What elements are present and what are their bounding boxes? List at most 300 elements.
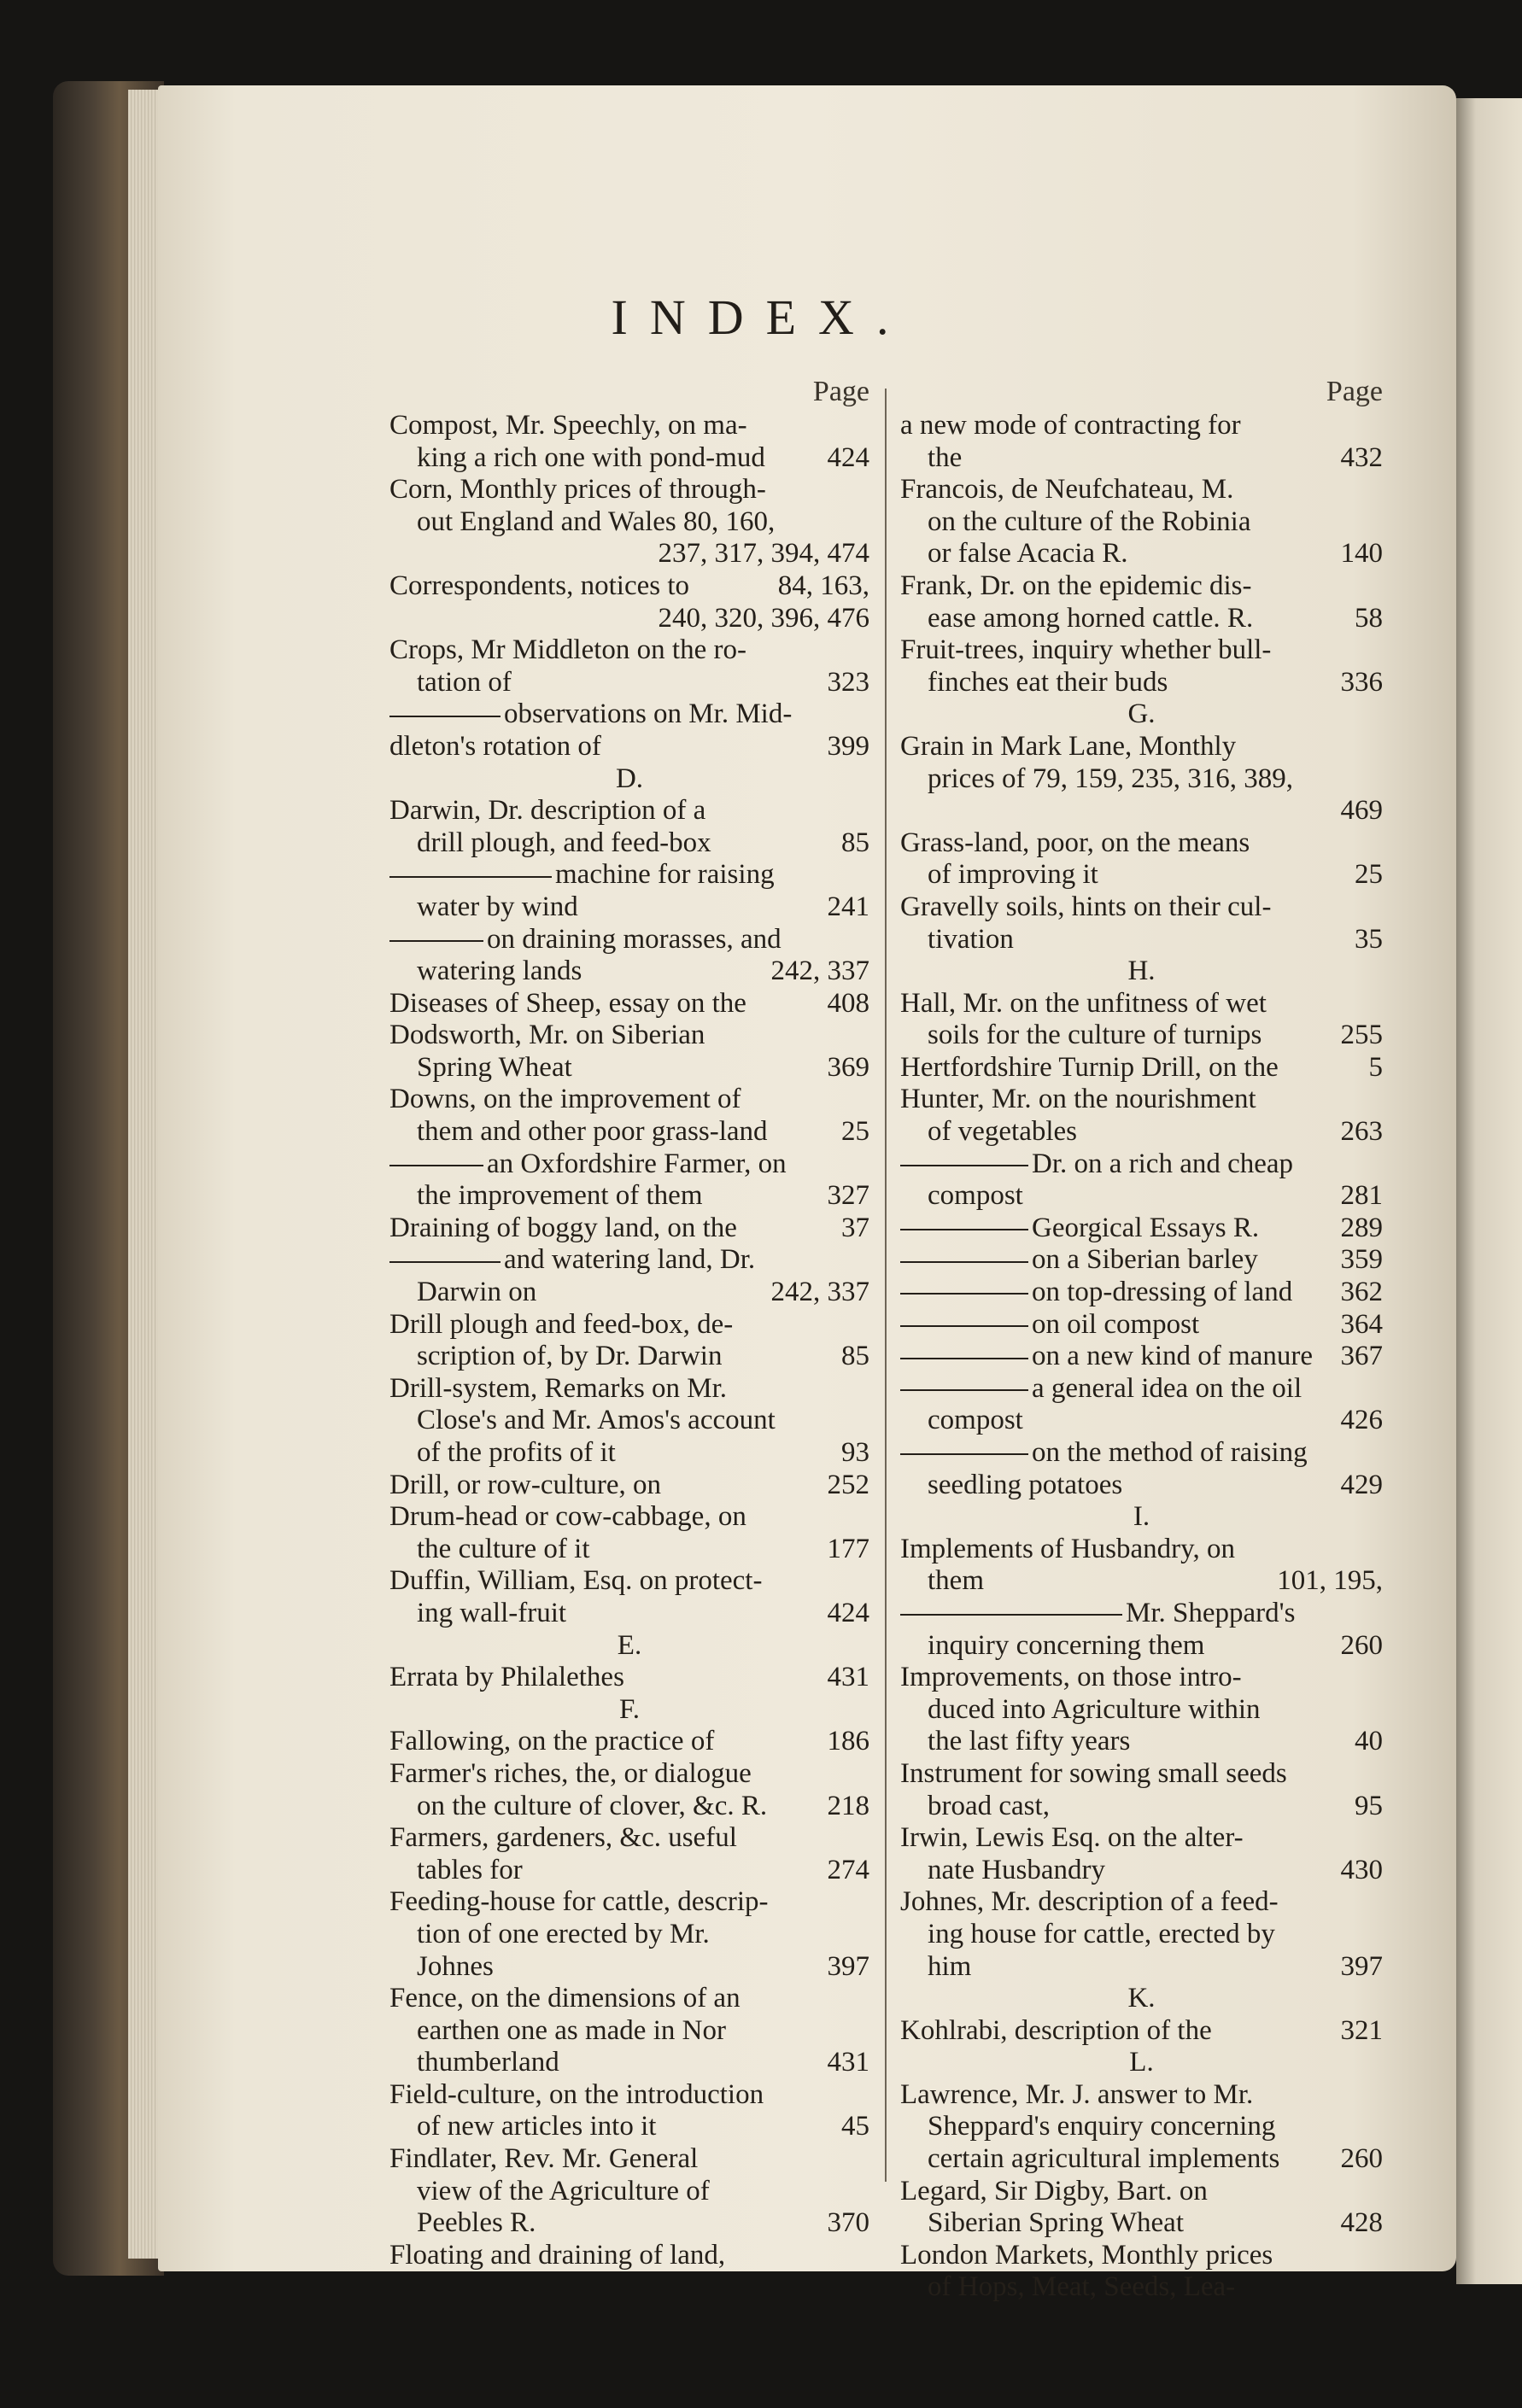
index-line <box>900 924 1383 956</box>
index-line <box>900 2079 1383 2112</box>
entry-label: F. <box>619 1693 640 1725</box>
index-line <box>389 924 869 956</box>
entry-text <box>900 1534 1235 1566</box>
entry-label: Close's and Mr. Amos's account <box>417 1405 776 1436</box>
entry-text <box>417 891 578 924</box>
page-number: 177 <box>827 1533 869 1564</box>
entry-text <box>900 410 1241 442</box>
entry-text <box>900 2240 1273 2272</box>
index-line <box>900 1052 1383 1084</box>
entry-text <box>417 1951 494 1984</box>
page-number: 5 <box>1368 1051 1383 1083</box>
index-line <box>389 1822 869 1855</box>
page-number: 101, 195, <box>1277 1565 1383 1597</box>
entry-text <box>928 1791 1050 1823</box>
entry-label: thumberland <box>417 2047 559 2078</box>
entry-text <box>928 1855 1105 1887</box>
index-line <box>389 570 869 603</box>
index-line <box>900 2240 1383 2272</box>
index-letter-heading <box>900 2047 1383 2079</box>
index-line <box>900 795 1383 827</box>
index-line <box>389 442 869 475</box>
entry-label: Errata by Philalethes <box>389 1662 624 1693</box>
entry-text <box>417 1791 767 1823</box>
page-number: 362 <box>1340 1277 1383 1308</box>
entry-text <box>417 2047 559 2079</box>
entry-text <box>928 538 1128 570</box>
entry-text <box>616 763 643 794</box>
index-letter-heading <box>389 763 869 796</box>
page-number: 85 <box>841 827 869 858</box>
index-line <box>900 1373 1383 1406</box>
entry-label: of improving it <box>928 859 1098 891</box>
entry-text <box>900 1598 1295 1630</box>
entry-label: duced into Agriculture within <box>928 1693 1261 1725</box>
index-line <box>389 827 869 860</box>
entry-text <box>417 1341 722 1373</box>
entry-label: Gravelly soils, hints on their cul- <box>900 891 1272 922</box>
page-number: 323 <box>827 666 869 698</box>
entry-text <box>1127 1983 1155 2013</box>
entry-text <box>389 1501 746 1534</box>
entry-text <box>900 1213 1259 1245</box>
entry-label: Hall, Mr. on the unfitness of wet <box>900 987 1267 1019</box>
entry-text <box>1133 1501 1150 1532</box>
entry-text <box>389 988 746 1020</box>
index-line <box>389 1341 869 1373</box>
index-line <box>389 1437 869 1470</box>
index-line <box>389 1116 869 1148</box>
entry-label: H. <box>1127 956 1156 987</box>
page-number: 93 <box>841 1437 869 1468</box>
index-line <box>389 1534 869 1566</box>
entry-text <box>417 1919 710 1951</box>
entry-label: the <box>928 441 963 473</box>
index-line <box>389 1598 869 1630</box>
page-number: 408 <box>827 987 869 1019</box>
entry-label: water by wind <box>417 891 578 922</box>
page-number: 321 <box>1340 2014 1383 2046</box>
index-line <box>389 1662 869 1694</box>
ditto-dash <box>900 1165 1028 1166</box>
index-line <box>389 474 869 506</box>
index-letter-heading <box>900 956 1383 988</box>
entry-text <box>389 2240 725 2272</box>
entry-text <box>928 2111 1275 2143</box>
entry-text <box>389 698 792 731</box>
entry-label: a new mode of contracting for <box>900 410 1241 441</box>
index-line <box>900 2176 1383 2208</box>
entry-label: Implements of Husbandry, on <box>900 1533 1235 1564</box>
ditto-dash <box>900 1261 1028 1263</box>
page-number: 364 <box>1340 1308 1383 1340</box>
entry-text <box>1127 698 1155 729</box>
index-line <box>900 570 1383 603</box>
index-line <box>389 1244 869 1277</box>
entry-text <box>417 2015 726 2048</box>
entry-label: Duffin, William, Esq. on protect- <box>389 1565 763 1597</box>
right-entries <box>900 410 1383 2304</box>
index-line <box>389 859 869 891</box>
index-line <box>900 1084 1383 1116</box>
index-line <box>900 1919 1383 1951</box>
index-line <box>900 1951 1383 1984</box>
entry-text <box>389 1373 727 1406</box>
index-line <box>389 2176 869 2208</box>
entry-label: Fallowing, on the practice of <box>389 1726 715 1757</box>
entry-label: and watering land, Dr. <box>504 1244 756 1276</box>
entry-text <box>1129 2047 1153 2078</box>
entry-label: dleton's rotation of <box>389 730 601 762</box>
page-number: 218 <box>827 1790 869 1821</box>
page-number: 274 <box>827 1854 869 1885</box>
entry-label: him <box>928 1950 972 1982</box>
index-line <box>389 2111 869 2143</box>
index-line <box>900 1791 1383 1823</box>
index-line <box>389 1084 869 1116</box>
entry-label: Siberian Spring Wheat <box>928 2207 1184 2239</box>
page-number: 424 <box>827 1597 869 1628</box>
entry-label: on draining morasses, and <box>487 923 781 955</box>
entry-text <box>900 1886 1279 1919</box>
entry-text <box>900 1758 1287 1791</box>
page-number: 35 <box>1355 923 1383 955</box>
index-letter-heading <box>900 1983 1383 2015</box>
entry-label: an Oxfordshire Farmer, on <box>487 1148 787 1179</box>
index-line <box>900 2111 1383 2143</box>
entry-label: Fence, on the dimensions of an <box>389 1983 741 2014</box>
entry-label: G. <box>1127 698 1156 730</box>
entry-text <box>928 1565 984 1598</box>
entry-text <box>928 1630 1204 1663</box>
entry-text <box>900 1373 1302 1406</box>
entry-label: Spring Wheat <box>417 1051 572 1083</box>
entry-text <box>389 1244 755 1277</box>
entry-label: Mr. Sheppard's <box>1126 1597 1296 1628</box>
page-number: 241 <box>827 891 869 922</box>
entry-text <box>389 1020 705 1052</box>
index-line <box>900 1180 1383 1213</box>
left-entries <box>389 410 869 2271</box>
index-line <box>389 1886 869 1919</box>
entry-text <box>928 1951 971 1984</box>
page-number: 289 <box>1340 1212 1383 1243</box>
page-number: 428 <box>1340 2207 1383 2239</box>
ditto-dash <box>389 1261 501 1263</box>
entry-label: Dodsworth, Mr. on Siberian <box>389 1020 705 1051</box>
entry-label: Feeding-house for cattle, descrip- <box>389 1886 769 1918</box>
entry-label: Drum-head or cow-cabbage, on <box>389 1501 746 1533</box>
entry-label: scription of, by Dr. Darwin <box>417 1341 723 1372</box>
entry-text <box>900 1148 1293 1181</box>
index-line <box>900 634 1383 667</box>
entry-label: finches eat their buds <box>928 666 1168 698</box>
page-number: 242, 337 <box>770 956 869 987</box>
index-line <box>389 1951 869 1984</box>
entry-text <box>389 1758 752 1791</box>
ditto-dash <box>389 940 483 942</box>
page-number: 429 <box>1340 1469 1383 1500</box>
entry-text <box>900 634 1271 667</box>
index-line <box>900 1341 1383 1373</box>
page-number: 426 <box>1340 1405 1383 1436</box>
entry-text <box>900 988 1267 1020</box>
index-line <box>389 634 869 667</box>
page-number: 252 <box>827 1469 869 1500</box>
entry-text <box>417 1116 768 1148</box>
page-number: 85 <box>841 1341 869 1372</box>
entry-text <box>900 1437 1308 1470</box>
index-line <box>900 1630 1383 1663</box>
index-line <box>389 698 869 731</box>
index-line <box>900 859 1383 891</box>
index-line <box>900 603 1383 635</box>
entry-text <box>618 1630 641 1661</box>
index-line <box>900 1726 1383 1758</box>
index-line <box>900 474 1383 506</box>
index-line <box>389 1791 869 1823</box>
entry-text <box>928 1180 1023 1213</box>
entry-text <box>928 2143 1279 2176</box>
index-line <box>900 1662 1383 1694</box>
entry-text <box>900 891 1271 924</box>
index-line <box>389 1277 869 1309</box>
index-line <box>389 667 869 699</box>
index-line <box>900 1148 1383 1181</box>
entry-label: nate Husbandry <box>928 1854 1106 1885</box>
entry-label: Kohlrabi, description of the <box>900 2014 1212 2046</box>
entry-label: Instrument for sowing small seeds <box>900 1757 1287 1789</box>
entry-text <box>417 1052 572 1084</box>
entry-text <box>389 1662 624 1694</box>
entry-label: Grass-land, poor, on the means <box>900 827 1250 858</box>
entry-label: Correspondents, notices to <box>389 570 690 601</box>
entry-label: on oil compost <box>1032 1308 1200 1340</box>
page-number: 397 <box>827 1950 869 1982</box>
page-number: 242, 337 <box>770 1277 869 1308</box>
index-line <box>389 1309 869 1341</box>
entry-label: broad cast, <box>928 1790 1050 1821</box>
entry-label: earthen one as made in Nor <box>417 2014 726 2046</box>
entry-label: observations on Mr. Mid- <box>504 698 793 730</box>
index-line <box>389 795 869 827</box>
page-number: 260 <box>1340 1629 1383 1661</box>
index-line <box>389 1213 869 1245</box>
entry-label: soils for the culture of turnips <box>928 1020 1262 1051</box>
index-line <box>389 1373 869 1406</box>
column-divider <box>885 389 887 2182</box>
page-number: 25 <box>841 1116 869 1148</box>
index-line <box>900 1598 1383 1630</box>
entry-label: Darwin, Dr. description of a <box>389 795 706 827</box>
entry-label: tion of one erected by Mr. <box>417 1918 710 1949</box>
entry-text <box>389 570 689 603</box>
entry-text <box>389 1886 769 1919</box>
entry-label: ing house for cattle, erected by <box>928 1918 1275 1949</box>
page-column-label: Page <box>812 376 869 407</box>
index-line <box>900 763 1383 796</box>
entry-label: on top-dressing of land <box>1032 1277 1293 1308</box>
entry-label: compost <box>928 1405 1023 1436</box>
entry-label: machine for raising <box>555 859 775 891</box>
index-line <box>900 1244 1383 1277</box>
entry-text <box>928 2271 1235 2304</box>
index-line <box>900 2271 1383 2304</box>
entry-text <box>417 1277 536 1309</box>
index-line <box>389 2047 869 2079</box>
index-line <box>389 1148 869 1181</box>
ditto-dash <box>900 1453 1028 1455</box>
index-line <box>389 891 869 924</box>
entry-label: Francois, de Neufchateau, M. <box>900 474 1234 506</box>
entry-label: Drill plough and feed-box, de- <box>389 1308 734 1340</box>
entry-label: ease among horned cattle. R. <box>928 602 1254 634</box>
entry-text <box>928 859 1098 891</box>
ditto-dash <box>900 1358 1028 1359</box>
page-number: 45 <box>841 2111 869 2142</box>
page-number: 240, 320, 396, 476 <box>658 602 869 634</box>
entry-label: Fruit-trees, inquiry whether bull- <box>900 634 1272 666</box>
page-number: 255 <box>1340 1020 1383 1051</box>
page-number: 369 <box>827 1051 869 1083</box>
entry-text <box>417 1437 616 1470</box>
page-number: 25 <box>1355 859 1383 891</box>
ditto-dash <box>389 1165 483 1166</box>
index-line <box>900 1277 1383 1309</box>
index-line <box>389 1501 869 1534</box>
index-line <box>389 731 869 763</box>
entry-label: certain agricultural implements <box>928 2143 1280 2175</box>
entry-text <box>389 1084 741 1116</box>
page-number: 40 <box>1355 1726 1383 1757</box>
entry-text <box>389 924 781 956</box>
entry-label: of new articles into it <box>417 2111 657 2142</box>
entry-label: Sheppard's enquiry concerning <box>928 2111 1276 2142</box>
entry-label: Farmers, gardeners, &c. useful <box>389 1822 737 1854</box>
index-line <box>389 988 869 1020</box>
entry-text <box>900 1084 1256 1116</box>
entry-text <box>417 1534 590 1566</box>
entry-text <box>389 474 766 506</box>
entry-label: Johnes, Mr. description of a feed- <box>900 1886 1279 1918</box>
index-line <box>900 2143 1383 2176</box>
entry-label: Lawrence, Mr. J. answer to Mr. <box>900 2078 1254 2110</box>
entry-label: Compost, Mr. Speechly, on ma- <box>389 410 747 441</box>
page-number: 431 <box>827 1662 869 1693</box>
entry-label: Downs, on the improvement of <box>389 1084 741 1115</box>
index-line <box>389 506 869 539</box>
entry-text <box>928 2207 1184 2240</box>
page-number: 431 <box>827 2047 869 2078</box>
entry-label: Grain in Mark Lane, Monthly <box>900 730 1237 762</box>
entry-text <box>389 1309 733 1341</box>
index-line <box>900 1116 1383 1148</box>
index-line <box>389 538 869 570</box>
entry-label: of the profits of it <box>417 1437 616 1468</box>
entry-text <box>389 1726 714 1758</box>
entry-label: on a new kind of manure <box>1032 1341 1313 1372</box>
entry-label: Drill, or row-culture, on <box>389 1469 661 1500</box>
index-line <box>900 667 1383 699</box>
index-line <box>389 2240 869 2272</box>
entry-text <box>900 731 1236 763</box>
ditto-dash <box>900 1389 1028 1391</box>
entry-text <box>389 1983 741 2015</box>
entry-label: Irwin, Lewis Esq. on the alter- <box>900 1822 1244 1854</box>
entry-label: a general idea on the oil <box>1032 1372 1302 1404</box>
entry-text <box>928 763 1293 796</box>
entry-label: tivation <box>928 923 1014 955</box>
entry-label: tables for <box>417 1854 523 1885</box>
entry-text <box>900 1309 1199 1341</box>
entry-text <box>1127 956 1155 986</box>
index-line <box>900 1886 1383 1919</box>
entry-text <box>928 667 1168 699</box>
entry-label: Georgical Essays R. <box>1032 1212 1260 1243</box>
entry-label: Darwin on <box>417 1277 537 1308</box>
entry-label: the improvement of them <box>417 1180 703 1212</box>
entry-text <box>389 2143 698 2176</box>
page-number: 37 <box>841 1212 869 1243</box>
page-number: 469 <box>1340 795 1383 827</box>
ditto-dash <box>389 876 552 878</box>
ditto-dash <box>900 1293 1028 1295</box>
entry-text <box>417 2111 656 2143</box>
entry-label: or false Acacia R. <box>928 538 1128 570</box>
ditto-dash <box>900 1614 1122 1616</box>
index-line <box>900 410 1383 442</box>
index-line <box>389 603 869 635</box>
index-line <box>900 1822 1383 1855</box>
entry-label: Field-culture, on the introduction <box>389 2078 764 2110</box>
index-line <box>389 1052 869 1084</box>
entry-label: king a rich one with pond-mud <box>417 441 765 473</box>
index-line <box>900 1565 1383 1598</box>
index-line <box>389 1919 869 1951</box>
index-line <box>900 506 1383 539</box>
index-line <box>389 2015 869 2048</box>
entry-text <box>389 1148 787 1181</box>
entry-label: out England and Wales 80, 160, <box>417 506 776 537</box>
index-letter-heading <box>900 698 1383 731</box>
page-column-label: Page <box>1326 376 1383 407</box>
entry-label: the last fifty years <box>928 1726 1131 1757</box>
page-number: 237, 317, 394, 474 <box>658 538 869 570</box>
entry-text <box>928 1116 1077 1148</box>
entry-label: watering lands <box>417 956 582 987</box>
entry-label: Diseases of Sheep, essay on the <box>389 987 746 1019</box>
entry-text <box>417 1855 523 1887</box>
index-line <box>900 827 1383 860</box>
entry-text <box>417 1598 566 1630</box>
entry-label: E. <box>617 1629 642 1661</box>
entry-label: tation of <box>417 666 512 698</box>
entry-label: Peebles R. <box>417 2207 536 2239</box>
facing-page-edge <box>1456 98 1522 2284</box>
index-line <box>900 2015 1383 2048</box>
entry-text <box>900 570 1252 603</box>
entry-text <box>417 2176 710 2208</box>
index-line <box>900 1855 1383 1887</box>
page-number: 140 <box>1340 538 1383 570</box>
index-line <box>389 2079 869 2112</box>
index-line <box>389 1020 869 1052</box>
index-line <box>900 1694 1383 1727</box>
page-number: 186 <box>827 1726 869 1757</box>
page-number: 336 <box>1340 666 1383 698</box>
entry-label: seedling potatoes <box>928 1469 1123 1500</box>
index-line <box>900 1470 1383 1502</box>
